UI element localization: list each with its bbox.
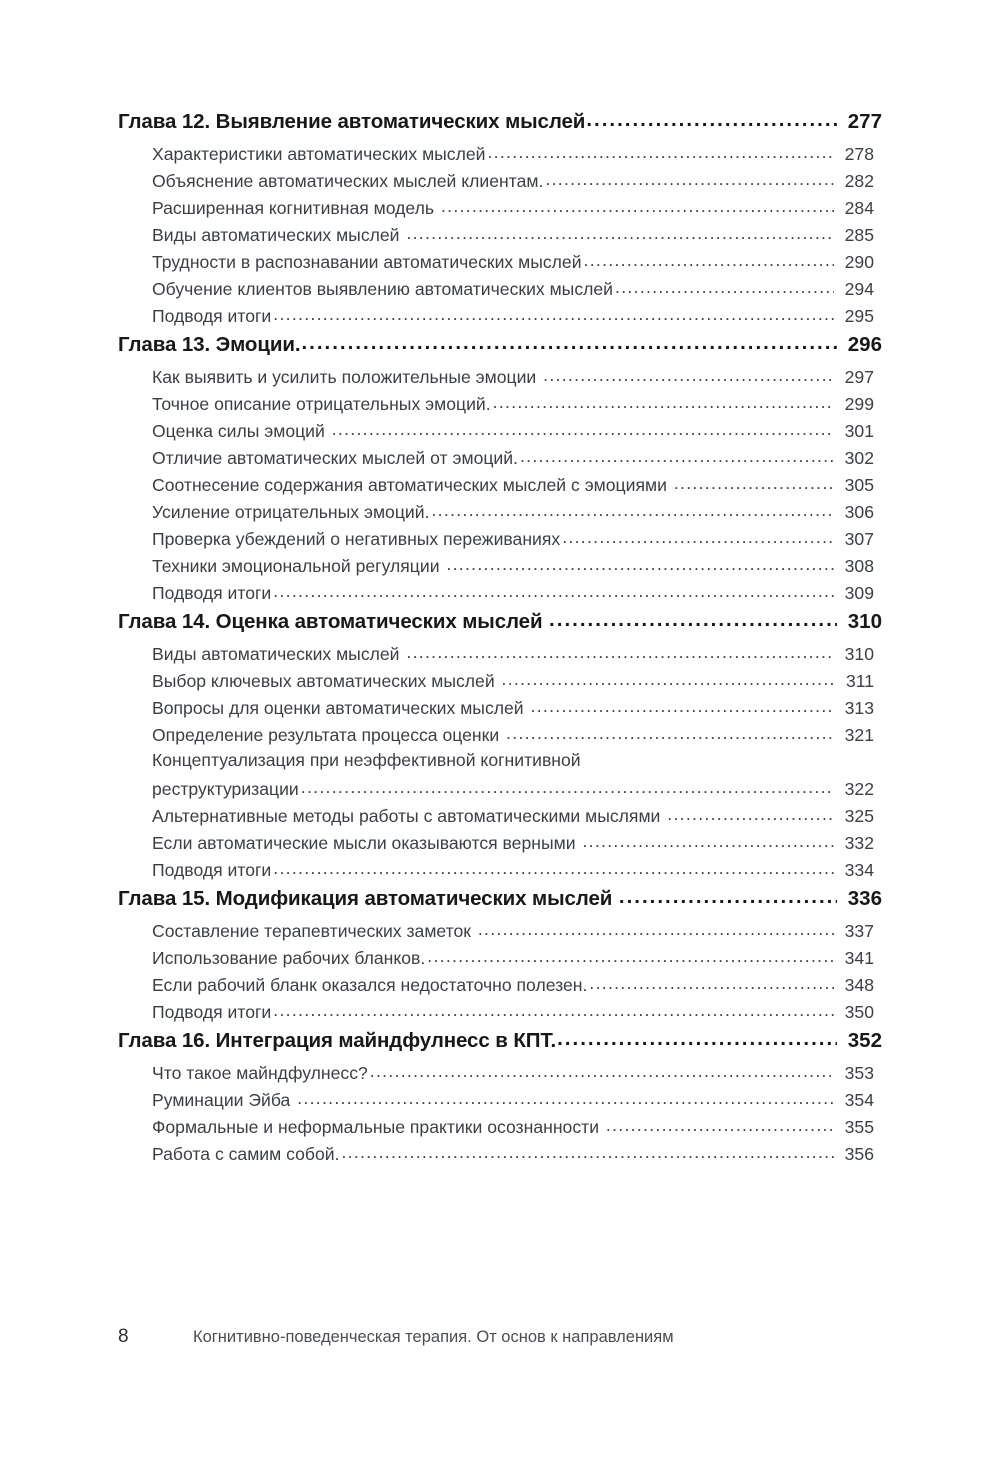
toc-entry-title: Расширенная когнитивная модель xyxy=(152,198,439,218)
toc-entry-page-number: 307 xyxy=(844,529,874,549)
toc-chapter-row[interactable] xyxy=(118,331,882,365)
toc-entry-title: Усиление отрицательных эмоций. xyxy=(152,502,430,522)
toc-entry-row[interactable] xyxy=(152,642,874,669)
toc-entry-row[interactable] xyxy=(152,169,874,196)
toc-entry-row[interactable] xyxy=(152,1000,874,1027)
toc-entry-row[interactable] xyxy=(152,696,874,723)
toc-entry-row[interactable] xyxy=(152,831,874,858)
toc-entry-row[interactable] xyxy=(152,223,874,250)
toc-entry-page-number: 332 xyxy=(844,833,874,853)
dot-leader xyxy=(502,669,834,687)
toc-entry-row[interactable] xyxy=(152,581,874,608)
toc-chapter-page-number: 310 xyxy=(847,610,882,633)
toc-entry-title: Подводя итоги xyxy=(152,860,272,880)
toc-entry-page-number: 348 xyxy=(844,975,874,995)
toc-entry-page-number: 310 xyxy=(844,644,874,664)
toc-entry-row[interactable] xyxy=(152,804,874,831)
dot-leader xyxy=(427,946,834,964)
dot-leader xyxy=(506,723,834,741)
dot-leader xyxy=(273,858,834,876)
dot-leader xyxy=(406,642,834,660)
toc-entry-title: реструктуризации xyxy=(152,779,299,799)
toc-chapter-page-number: 336 xyxy=(847,887,882,910)
toc-entry-row[interactable] xyxy=(152,304,874,331)
toc-entry-title: Объяснение автоматических мыслей клиентам. xyxy=(152,171,544,191)
toc-entry-title: Если автоматические мысли оказываются верными xyxy=(152,833,581,853)
toc-entry-title: Соотнесение содержания автоматических мыслей с эмоциями xyxy=(152,475,672,495)
toc-entry-title: Характеристики автоматических мыслей xyxy=(152,144,486,164)
toc-entry-row[interactable] xyxy=(152,750,874,777)
toc-entry-title: Подводя итоги xyxy=(152,306,272,326)
toc-entry-title: Альтернативные методы работы с автоматическими мыслями xyxy=(152,806,666,826)
toc-entry-row[interactable] xyxy=(152,723,874,750)
toc-entry-row[interactable] xyxy=(152,1115,874,1142)
toc-chapter-title: Глава 14. Оценка автоматических мыслей xyxy=(118,610,549,633)
footer-page-number: 8 xyxy=(118,1326,129,1347)
toc-entry-row[interactable] xyxy=(152,919,874,946)
toc-entry-page-number: 354 xyxy=(844,1090,874,1110)
toc-entry-row[interactable] xyxy=(152,946,874,973)
dot-leader xyxy=(297,1088,834,1106)
page-footer xyxy=(118,1326,882,1348)
dot-leader xyxy=(493,392,834,410)
toc-entry-title: Руминации Эйба xyxy=(152,1090,296,1110)
dot-leader xyxy=(557,1027,837,1047)
toc-chapter-row[interactable] xyxy=(118,885,882,919)
toc-entry-title: Техники эмоциональной регуляции xyxy=(152,556,445,576)
dot-leader xyxy=(520,446,834,464)
toc-entry-title: Как выявить и усилить положительные эмоции xyxy=(152,367,542,387)
dot-leader xyxy=(370,1061,834,1079)
toc-entry-page-number: 285 xyxy=(844,225,874,245)
dot-leader xyxy=(606,1115,834,1133)
toc-entry-page-number: 309 xyxy=(844,583,874,603)
dot-leader xyxy=(674,473,834,491)
dot-leader xyxy=(341,1142,834,1160)
toc-entry-page-number: 311 xyxy=(845,671,874,691)
dot-leader xyxy=(584,250,834,268)
toc-entry-title: Подводя итоги xyxy=(152,1002,272,1022)
toc-entry-row[interactable] xyxy=(152,973,874,1000)
toc-entry-page-number: 305 xyxy=(844,475,874,495)
toc-chapter-row[interactable] xyxy=(118,608,882,642)
table-of-contents xyxy=(118,108,882,1169)
toc-entry-title: Виды автоматических мыслей xyxy=(152,225,405,245)
toc-entry-page-number: 306 xyxy=(844,502,874,522)
toc-entry-title: Если рабочий бланк оказался недостаточно полезен. xyxy=(152,975,588,995)
toc-chapter-title: Глава 13. Эмоции. xyxy=(118,333,301,356)
toc-entry-title: Точное описание отрицательных эмоций. xyxy=(152,394,491,414)
toc-entry-row[interactable] xyxy=(152,196,874,223)
dot-leader xyxy=(562,527,834,545)
toc-entry-page-number: 284 xyxy=(844,198,874,218)
toc-entry-page-number: 355 xyxy=(844,1117,874,1137)
toc-entry-page-number: 356 xyxy=(844,1144,874,1164)
toc-entry-page-number: 295 xyxy=(844,306,874,326)
toc-entry-page-number: 321 xyxy=(844,725,874,745)
dot-leader xyxy=(446,554,834,572)
toc-entry-page-number: 299 xyxy=(844,394,874,414)
dot-leader xyxy=(531,696,834,714)
toc-entry-title: Виды автоматических мыслей xyxy=(152,644,405,664)
toc-entry-page-number: 313 xyxy=(844,698,874,718)
toc-entry-title: Что такое майндфулнесс? xyxy=(152,1063,368,1083)
dot-leader xyxy=(301,777,834,795)
toc-entry-row[interactable] xyxy=(152,1142,874,1169)
toc-entry-row[interactable] xyxy=(152,1088,874,1115)
toc-entry-title: Оценка силы эмоций xyxy=(152,421,330,441)
toc-chapter-page-number: 352 xyxy=(847,1029,882,1052)
toc-entry-page-number: 294 xyxy=(844,279,874,299)
dot-leader xyxy=(549,608,837,628)
toc-entry-title: Выбор ключевых автоматических мыслей xyxy=(152,671,500,691)
toc-entry-row[interactable] xyxy=(152,500,874,527)
toc-entry-title: Отличие автоматических мыслей от эмоций. xyxy=(152,448,518,468)
dot-leader xyxy=(582,831,834,849)
toc-entry-row[interactable] xyxy=(152,669,874,696)
dot-leader xyxy=(589,973,834,991)
toc-entry-row[interactable] xyxy=(152,392,874,419)
toc-entry-title: Составление терапевтических заметок xyxy=(152,921,476,941)
toc-chapter-page-number: 296 xyxy=(847,333,882,356)
toc-chapter-title: Глава 12. Выявление автоматических мыслей xyxy=(118,110,586,133)
toc-entry-page-number: 325 xyxy=(844,806,874,826)
toc-entry-title: Формальные и неформальные практики осознанности xyxy=(152,1117,604,1137)
toc-entry-title: Вопросы для оценки автоматических мыслей xyxy=(152,698,529,718)
toc-entry-page-number: 308 xyxy=(844,556,874,576)
toc-chapter-page-number: 277 xyxy=(847,110,882,133)
toc-entry-title: Работа с самим собой. xyxy=(152,1144,340,1164)
toc-entry-page-number: 341 xyxy=(844,948,874,968)
dot-leader xyxy=(615,277,834,295)
toc-entry-page-number: 282 xyxy=(844,171,874,191)
toc-entry-row[interactable] xyxy=(152,858,874,885)
toc-entry-row[interactable] xyxy=(152,419,874,446)
toc-entry-page-number: 290 xyxy=(844,252,874,272)
toc-entry-title: Определение результата процесса оценки xyxy=(152,725,505,745)
dot-leader xyxy=(586,108,837,128)
toc-entry-row[interactable] xyxy=(152,446,874,473)
toc-entry-row[interactable] xyxy=(152,365,874,392)
dot-leader xyxy=(619,885,837,905)
toc-chapter-title: Глава 16. Интеграция майндфулнесс в КПТ. xyxy=(118,1029,557,1052)
dot-leader xyxy=(301,331,837,351)
toc-chapter-row[interactable] xyxy=(118,108,882,142)
dot-leader xyxy=(478,919,834,937)
toc-entry-row[interactable] xyxy=(152,777,874,804)
toc-entry-page-number: 322 xyxy=(844,779,874,799)
dot-leader xyxy=(545,169,834,187)
dot-leader xyxy=(273,304,834,322)
toc-entry-page-number: 301 xyxy=(844,421,874,441)
dot-leader xyxy=(667,804,834,822)
toc-entry-title: Проверка убеждений о негативных переживаниях xyxy=(152,529,561,549)
toc-entry-page-number: 353 xyxy=(844,1063,874,1083)
toc-entry-page-number: 337 xyxy=(844,921,874,941)
dot-leader xyxy=(406,223,834,241)
toc-entry-row[interactable] xyxy=(152,277,874,304)
toc-chapter-row[interactable] xyxy=(118,1027,882,1061)
toc-entry-title: Концептуализация при неэффективной когнитивной xyxy=(152,750,581,770)
dot-leader xyxy=(543,365,834,383)
dot-leader xyxy=(273,1000,834,1018)
footer-running-title: Когнитивно-поведенческая терапия. От основ к направлениям xyxy=(193,1328,674,1346)
dot-leader xyxy=(441,196,834,214)
toc-entry-row[interactable] xyxy=(152,473,874,500)
toc-entry-title: Использование рабочих бланков. xyxy=(152,948,426,968)
toc-entry-title: Трудности в распознавании автоматических мыслей xyxy=(152,252,582,272)
toc-entry-row[interactable] xyxy=(152,250,874,277)
toc-entry-title: Подводя итоги xyxy=(152,583,272,603)
dot-leader xyxy=(332,419,834,437)
toc-entry-page-number: 350 xyxy=(844,1002,874,1022)
toc-entry-row[interactable] xyxy=(152,527,874,554)
toc-entry-row[interactable] xyxy=(152,554,874,581)
toc-chapter-title: Глава 15. Модификация автоматических мыслей xyxy=(118,887,618,910)
toc-entry-page-number: 278 xyxy=(844,144,874,164)
toc-entry-page-number: 297 xyxy=(844,367,874,387)
toc-entry-page-number: 302 xyxy=(844,448,874,468)
toc-entry-row[interactable] xyxy=(152,142,874,169)
toc-entry-row[interactable] xyxy=(152,1061,874,1088)
toc-entry-page-number: 334 xyxy=(844,860,874,880)
dot-leader xyxy=(431,500,834,518)
toc-entry-title: Обучение клиентов выявлению автоматических мыслей xyxy=(152,279,613,299)
dot-leader xyxy=(273,581,834,599)
dot-leader xyxy=(487,142,834,160)
